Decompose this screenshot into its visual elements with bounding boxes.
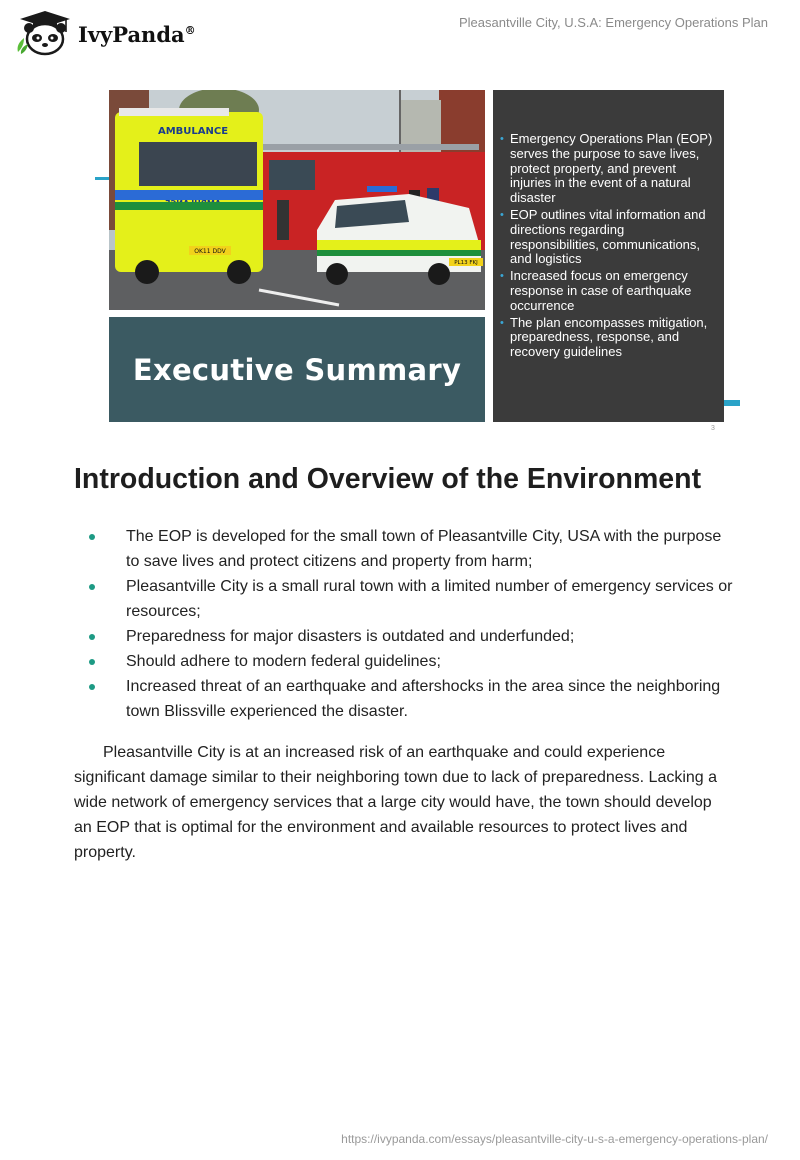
document-title: Pleasantville City, U.S.A: Emergency Operations Plan <box>458 15 768 30</box>
list-item: The EOP is developed for the small town of Pleasantville City, USA with the purpose to save lives and protect citizens and property from harm; <box>74 524 734 574</box>
svg-text:OK11 DDV: OK11 DDV <box>194 248 226 255</box>
body-paragraph: Pleasantville City is at an increased risk of an earthquake and could experience significant damage similar to their neighboring town due to lack of preparedness. Lacking a wide network of emergency services that a large city would have, the town should develop an EOP that is optimal for the environment and available resources to protect lives and property. <box>74 744 718 861</box>
section-heading: Introduction and Overview of the Environment <box>74 463 702 495</box>
slide-number: 3 <box>711 425 715 432</box>
slide-bullet: • The plan encompasses mitigation, preparedness, response, and recovery guidelines <box>510 316 716 360</box>
list-item: Preparedness for major disasters is outdated and underfunded; <box>74 624 734 649</box>
slide-accent-right <box>724 400 740 406</box>
emergency-vehicles-photo <box>109 90 485 310</box>
executive-summary-banner <box>109 317 485 422</box>
slide-accent-left <box>95 177 109 180</box>
overview-bullet-list <box>74 524 734 724</box>
brand-name: IvyPanda® <box>78 21 196 47</box>
executive-summary-title: Executive Summary <box>132 352 462 387</box>
slide-bullet: • Emergency Operations Plan (EOP) serves the purpose to save lives, protect property, and prevent injuries in the event of a natural disaster <box>510 132 716 206</box>
list-item: Should adhere to modern federal guidelines; <box>74 649 734 674</box>
source-url-link[interactable]: https://ivypanda.com/essays/pleasantville-city-u-s-a-emergency-operations-plan/ <box>341 1132 768 1146</box>
list-item: Pleasantville City is a small rural town with a limited number of emergency services or resources; <box>74 574 734 624</box>
ivypanda-logo[interactable] <box>14 8 196 58</box>
presentation-slide <box>109 90 724 422</box>
slide-bullet: • Increased focus on emergency response in case of earthquake occurrence <box>510 269 716 313</box>
panda-graduate-icon <box>14 8 76 58</box>
svg-text:AMBULANCE: AMBULANCE <box>157 126 229 137</box>
svg-text:PL13 FKJ: PL13 FKJ <box>454 260 478 266</box>
slide-bullet: • EOP outlines vital information and directions regarding responsibilities, communications, and logistics <box>510 208 716 267</box>
slide-bullet-panel <box>493 90 724 422</box>
list-item: Increased threat of an earthquake and aftershocks in the area since the neighboring town Blissville experienced the disaster. <box>74 674 734 724</box>
